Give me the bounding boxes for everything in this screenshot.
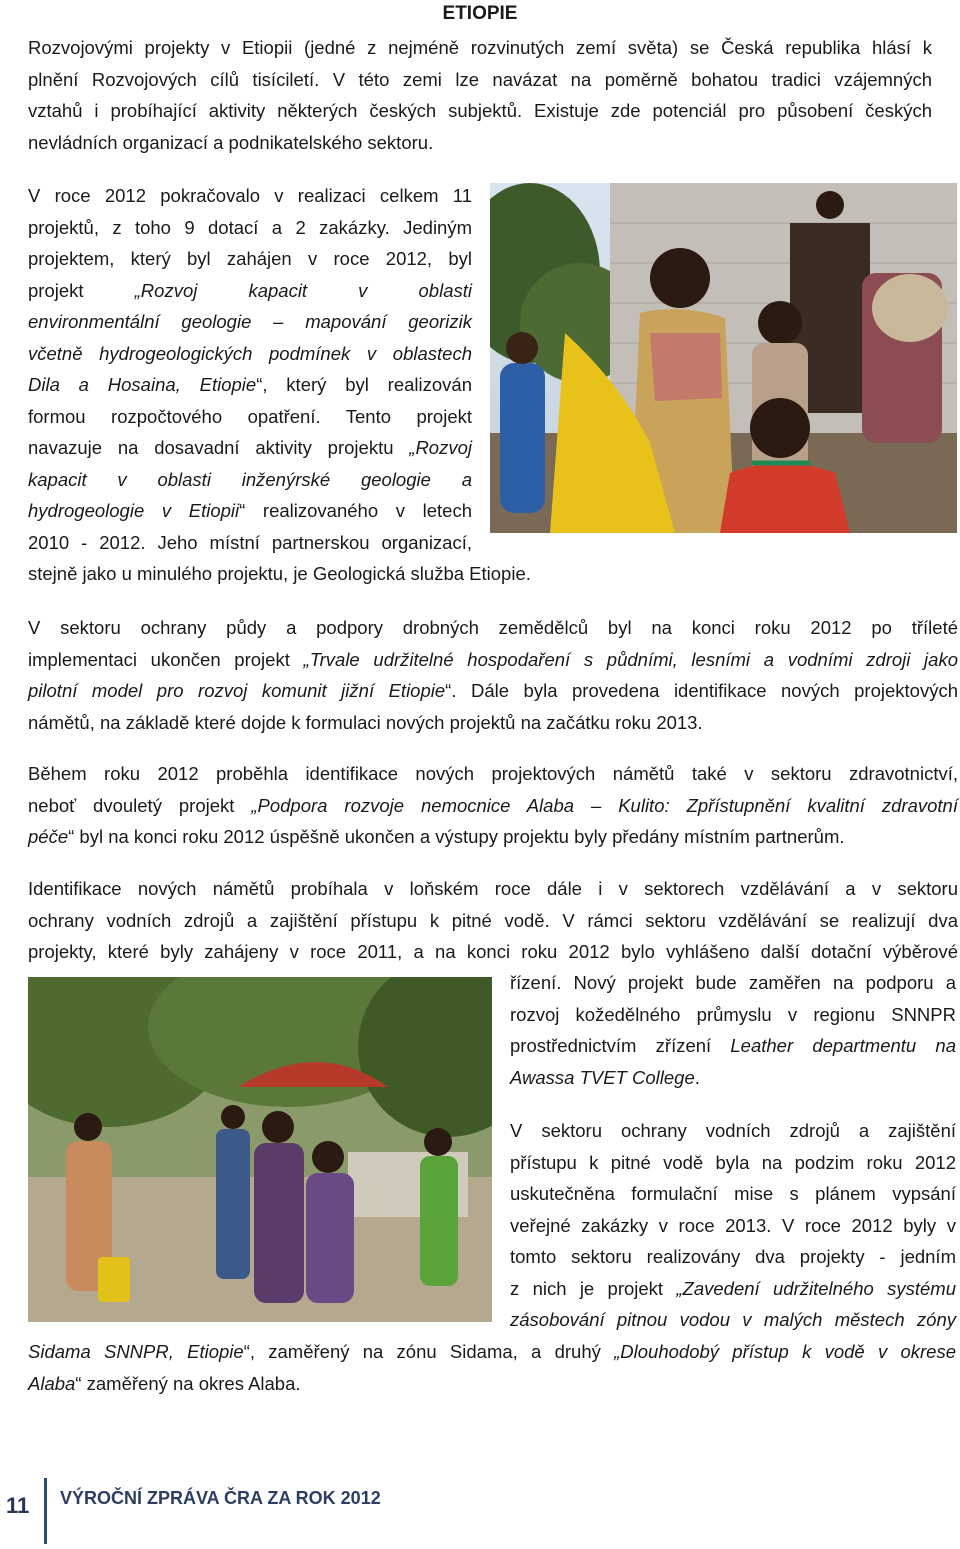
- project-title-run: kapacit v oblasti inženýrské geologie a: [28, 468, 472, 490]
- geology-line: [28, 495, 472, 527]
- project-title-run: Leather departmentu na: [730, 1035, 956, 1056]
- intro-line: vztahů i probíhající aktivity některých českých subjektů. Existuje zde potenciál pro působení českých: [28, 100, 932, 121]
- geology-line: [28, 306, 472, 338]
- geology-line: stejně jako u minulého projektu, je Geologická služba Etiopie.: [28, 563, 531, 584]
- text-run: navazuje na dosavadní aktivity projektu: [28, 437, 410, 458]
- text-run: prostřednictvím zřízení: [510, 1035, 731, 1056]
- intro-line: plnění Rozvojových cílů tisíciletí. V této zemi lze navázat na poměrně bohatou tradici vzájemných: [28, 68, 932, 90]
- project-title-run: péče: [28, 826, 69, 847]
- project-title-run: Awassa TVET College: [510, 1066, 695, 1088]
- geology-line: projektů, z toho 9 dotací a 2 zakázky. Jediným: [28, 216, 472, 238]
- education-line: [510, 1062, 956, 1094]
- photo-women-children: [490, 183, 957, 533]
- geology-line: [28, 338, 472, 370]
- water-line: [510, 1273, 956, 1305]
- education-paragraph: [28, 873, 958, 968]
- water-line: [28, 1336, 956, 1368]
- education-line: Identifikace nových námětů probíhala v loňském roce dále i v sektorech vzdělávání a v sektoru: [28, 878, 958, 899]
- project-title-run: pilotní model pro rozvoj komunit jižní Etiopie: [28, 680, 446, 701]
- soil-line: V sektoru ochrany půdy a podpory drobných zemědělců byl na konci roku 2012 po tříleté: [28, 617, 958, 638]
- text-run: z nich je projekt: [510, 1277, 677, 1299]
- geology-line: [28, 275, 472, 307]
- geology-line: [28, 464, 472, 496]
- project-title-run: Dila a Hosaina, Etiopie: [28, 374, 257, 395]
- project-title-run: „Rozvoj: [409, 437, 472, 458]
- text-run: “ zaměřený na okres Alaba.: [75, 1372, 301, 1394]
- project-title-run: environmentální geologie – mapování georizik: [28, 311, 472, 332]
- education-line: projekty, které byly zahájeny v roce 2011, a na konci roku 2012 bylo vyhlášeno další dotační výběrové: [28, 941, 958, 962]
- soil-line: [28, 675, 958, 707]
- education-line: řízení. Nový projekt bude zaměřen na podporu a: [510, 972, 956, 993]
- geology-line: [28, 369, 472, 401]
- education-line: ochrany vodních zdrojů a zajištění přístupu k pitné vodě. V rámci sektoru vzdělávání se realizují dva: [28, 909, 958, 931]
- geology-paragraph: [28, 180, 531, 590]
- project-title-run: zásobování pitnou vodou v malých městech zóny: [510, 1309, 956, 1330]
- project-title-run: „Podpora rozvoje nemocnice Alaba – Kulito: Zpřístupnění kvalitní zdravotní: [251, 794, 958, 816]
- water-line: V sektoru ochrany vodních zdrojů a zajištění: [510, 1120, 956, 1141]
- education-paragraph-cont: [510, 967, 956, 1093]
- photo-women-water-point: [28, 977, 492, 1322]
- project-title-run: Sidama SNNPR, Etiopie: [28, 1341, 244, 1362]
- water-paragraph-cont: [28, 1336, 956, 1399]
- text-run: implementaci ukončen projekt: [28, 648, 304, 670]
- soil-line: námětů, na základě které dojde k formulaci nových projektů na začátku roku 2013.: [28, 711, 703, 733]
- intro-line: nevládních organizací a podnikatelského sektoru.: [28, 131, 434, 153]
- water-line: veřejné zakázky v roce 2013. V roce 2012 byly v: [510, 1214, 956, 1236]
- water-line: přístupu k pitné vodě byla na podzim roku 2012: [510, 1151, 956, 1173]
- soil-paragraph: [28, 612, 958, 738]
- geology-line: [28, 432, 472, 464]
- soil-line: [28, 644, 958, 676]
- project-title-run: hydrogeologie v Etiopii: [28, 500, 240, 521]
- text-run: .: [694, 1066, 700, 1088]
- water-line: tomto sektoru realizovány dva projekty - jedním: [510, 1246, 956, 1267]
- water-line: [510, 1304, 956, 1336]
- health-line: Během roku 2012 proběhla identifikace nových projektových námětů také v sektoru zdravotnictví,: [28, 763, 958, 784]
- text-run: “ realizovaného v letech: [239, 500, 473, 521]
- education-line: rozvoj kožedělného průmyslu v regionu SNNPR: [510, 1003, 956, 1025]
- water-paragraph: [510, 1115, 956, 1336]
- text-run: projekt: [28, 279, 135, 301]
- project-title-run: „Dlouhodobý přístup k vodě v okrese: [614, 1341, 956, 1362]
- intro-line: Rozvojovými projekty v Etiopii (jedné z nejméně rozvinutých zemí světa) se Česká republika hlásí k: [28, 37, 932, 58]
- project-title-run: „Zavedení udržitelného systému: [676, 1277, 956, 1299]
- project-title-run: „Trvale udržitelné hospodaření s půdními, lesními a vodními zdroji jako: [303, 648, 958, 670]
- water-line: uskutečněna formulační mise s plánem vypsání: [510, 1183, 956, 1204]
- text-run: “, který byl realizován: [256, 374, 472, 395]
- text-run: “, zaměřený na zónu Sidama, a druhý: [243, 1341, 615, 1362]
- geology-line: projektem, který byl zahájen v roce 2012, byl: [28, 248, 472, 269]
- health-paragraph: [28, 758, 958, 853]
- geology-line: V roce 2012 pokračovalo v realizaci celkem 11: [28, 185, 472, 206]
- geology-line: formou rozpočtového opatření. Tento projekt: [28, 405, 472, 427]
- page-number: 11: [6, 1493, 30, 1518]
- water-line: [28, 1368, 956, 1400]
- footer-title: VÝROČNÍ ZPRÁVA ČRA ZA ROK 2012: [60, 1488, 381, 1508]
- footer-divider: [44, 1478, 47, 1544]
- health-line: [28, 790, 958, 822]
- project-title-run: Alaba: [28, 1372, 76, 1394]
- text-run: “. Dále byla provedena identifikace nových projektových: [445, 680, 958, 701]
- health-line: [28, 821, 958, 853]
- geology-line: 2010 - 2012. Jeho místní partnerskou organizací,: [28, 531, 472, 553]
- text-run: “ byl na konci roku 2012 úspěšně ukončen a výstupy projektu byly předány místním partnerům.: [68, 826, 845, 847]
- page-title: ETIOPIE: [442, 3, 518, 24]
- project-title-run: včetně hydrogeologických podmínek v oblastech: [28, 342, 472, 364]
- text-run: neboť dvouletý projekt: [28, 794, 252, 816]
- education-line: [510, 1030, 956, 1062]
- intro-paragraph: [28, 32, 932, 158]
- project-title-run: „Rozvoj kapacit v oblasti: [134, 279, 472, 301]
